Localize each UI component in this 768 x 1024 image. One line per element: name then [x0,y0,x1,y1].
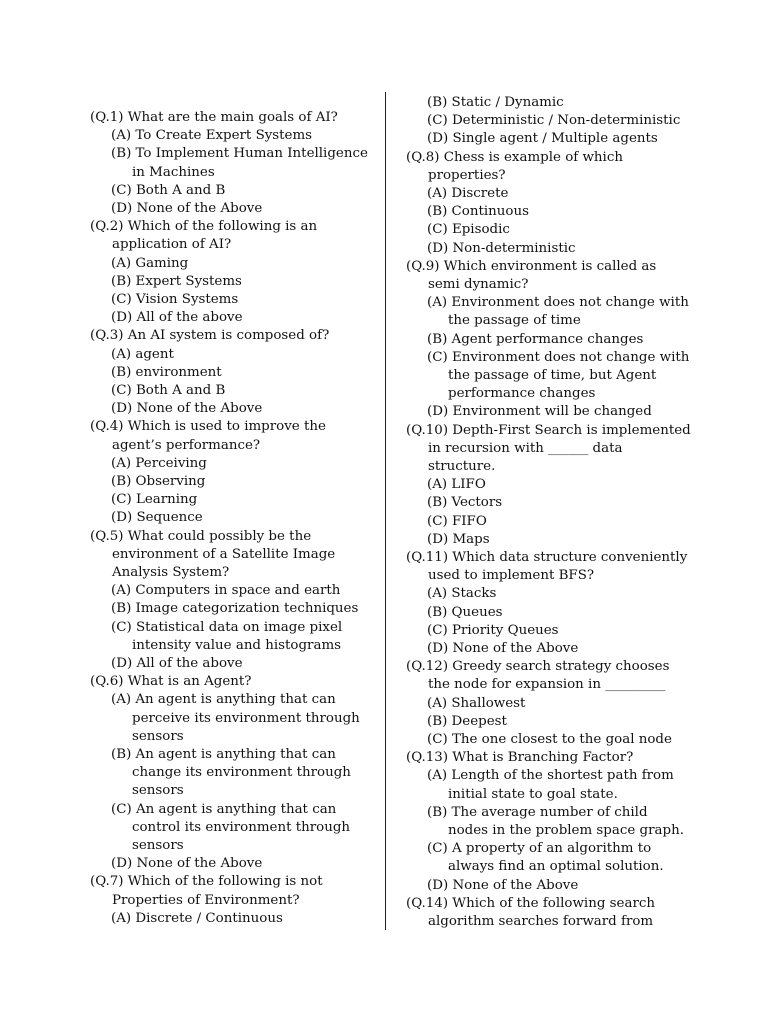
option-line: (B) Agent performance changes [427,331,644,347]
question-line: (Q.14) Which of the following search [406,895,655,911]
option-line: (D) Single agent / Multiple agents [427,131,658,147]
option-line: (A) Stacks [427,586,497,602]
option-line: (C) FIFO [427,513,487,529]
option-continuation: perceive its environment through [132,710,360,726]
option-line: (D) Environment will be changed [427,404,652,420]
option-continuation: sensors [132,783,184,799]
option-line: (B) Expert Systems [111,273,242,289]
question-line: (Q.2) Which of the following is an [90,219,318,235]
option-line: (B) Vectors [427,495,503,511]
option-line: (C) A property of an algorithm to [427,841,652,857]
option-continuation: change its environment through [132,765,351,781]
option-line: (B) Observing [111,474,206,489]
column-divider [385,92,386,930]
option-line: (D) Non-deterministic [427,240,576,256]
question-continuation: structure. [428,459,496,474]
option-line: (B) The average number of child [427,804,648,820]
question-continuation: properties? [428,167,506,183]
option-line: (B) Deepest [427,713,507,729]
option-line: (D) Sequence [111,510,203,526]
option-continuation: intensity value and histograms [132,637,342,653]
question-line: (Q.8) Chess is example of which [406,149,623,165]
option-line: (A) Perceiving [111,455,207,471]
option-line: (C) Both A and B [111,182,226,198]
option-line: (A) Length of the shortest path from [427,768,674,784]
question-line: (Q.10) Depth-First Search is implemented [406,422,691,438]
option-line: (C) Learning [111,492,198,508]
question-line: (Q.13) What is Branching Factor? [406,750,634,766]
option-line: (B) environment [111,364,222,380]
question-continuation: in recursion with ______ data [428,440,623,456]
option-continuation: in Machines [132,164,215,180]
option-line: (C) Vision Systems [111,292,239,307]
option-line: (A) To Create Expert Systems [111,128,313,144]
question-line: (Q.9) Which environment is called as [406,258,657,274]
option-line: (B) Queues [427,604,503,620]
option-line: (A) An agent is anything that can [111,692,336,708]
option-continuation: sensors [132,838,184,853]
option-line: (C) Environment does not change with [427,349,690,365]
option-line: (C) Both A and B [111,383,226,398]
option-line: (D) Maps [427,531,490,547]
question-continuation: Analysis System? [112,565,230,580]
question-continuation: environment of a Satellite Image [112,546,336,562]
question-continuation: application of AI? [112,237,232,253]
option-line: (C) Statistical data on image pixel [111,619,343,635]
option-line: (D) None of the Above [111,401,263,417]
question-line: (Q.5) What could possibly be the [90,528,312,544]
question-continuation: the node for expansion in _________ [428,677,666,693]
option-line: (C) Priority Queues [427,622,559,638]
option-line: (A) agent [111,346,174,362]
question-continuation: used to implement BFS? [428,568,595,584]
option-continuation: always find an optimal solution. [448,859,664,875]
option-line: (B) An agent is anything that can [111,747,336,762]
question-line: (Q.4) Which is used to improve the [90,419,326,435]
question-line: (Q.7) Which of the following is not [90,874,323,890]
question-line: (Q.11) Which data structure conveniently [406,550,688,565]
option-continuation: the passage of time, but Agent [448,368,657,383]
option-line: (A) LIFO [427,477,486,493]
option-line: (D) None of the Above [427,877,579,893]
question-line: (Q.12) Greedy search strategy chooses [406,659,670,675]
option-continuation: control its environment through [132,819,351,835]
option-line: (B) Static / Dynamic [427,95,564,110]
option-line: (C) The one closest to the goal node [427,732,672,747]
option-line: (A) Computers in space and earth [111,583,341,599]
option-continuation: initial state to goal state. [448,786,618,802]
option-line: (C) Episodic [427,222,510,238]
option-line: (B) To Implement Human Intelligence [111,146,368,162]
option-line: (C) An agent is anything that can [111,801,337,817]
question-continuation: Properties of Environment? [112,892,300,908]
option-line: (A) Gaming [111,255,189,271]
option-line: (D) All of the above [111,656,243,671]
question-continuation: semi dynamic? [428,277,529,292]
option-line: (A) Shallowest [427,695,526,711]
option-line: (A) Environment does not change with [427,295,689,311]
option-line: (D) All of the above [111,310,243,326]
option-line: (B) Image categorization techniques [111,601,359,617]
option-continuation: nodes in the problem space graph. [448,823,684,838]
option-line: (D) None of the Above [111,856,263,872]
option-line: (D) None of the Above [427,641,579,656]
question-line: (Q.3) An AI system is composed of? [90,328,330,344]
option-line: (A) Discrete / Continuous [111,910,283,926]
option-continuation: the passage of time [448,313,581,329]
option-continuation: performance changes [448,386,596,402]
option-line: (C) Deterministic / Non-deterministic [427,113,681,129]
question-continuation: algorithm searches forward from [428,914,654,929]
option-line: (D) None of the Above [111,201,263,216]
question-continuation: agent’s performance? [112,437,261,453]
question-line: (Q.6) What is an Agent? [90,674,252,690]
question-line: (Q.1) What are the main goals of AI? [90,110,338,125]
option-line: (A) Discrete [427,186,509,201]
option-continuation: sensors [132,728,184,744]
option-line: (B) Continuous [427,204,529,220]
